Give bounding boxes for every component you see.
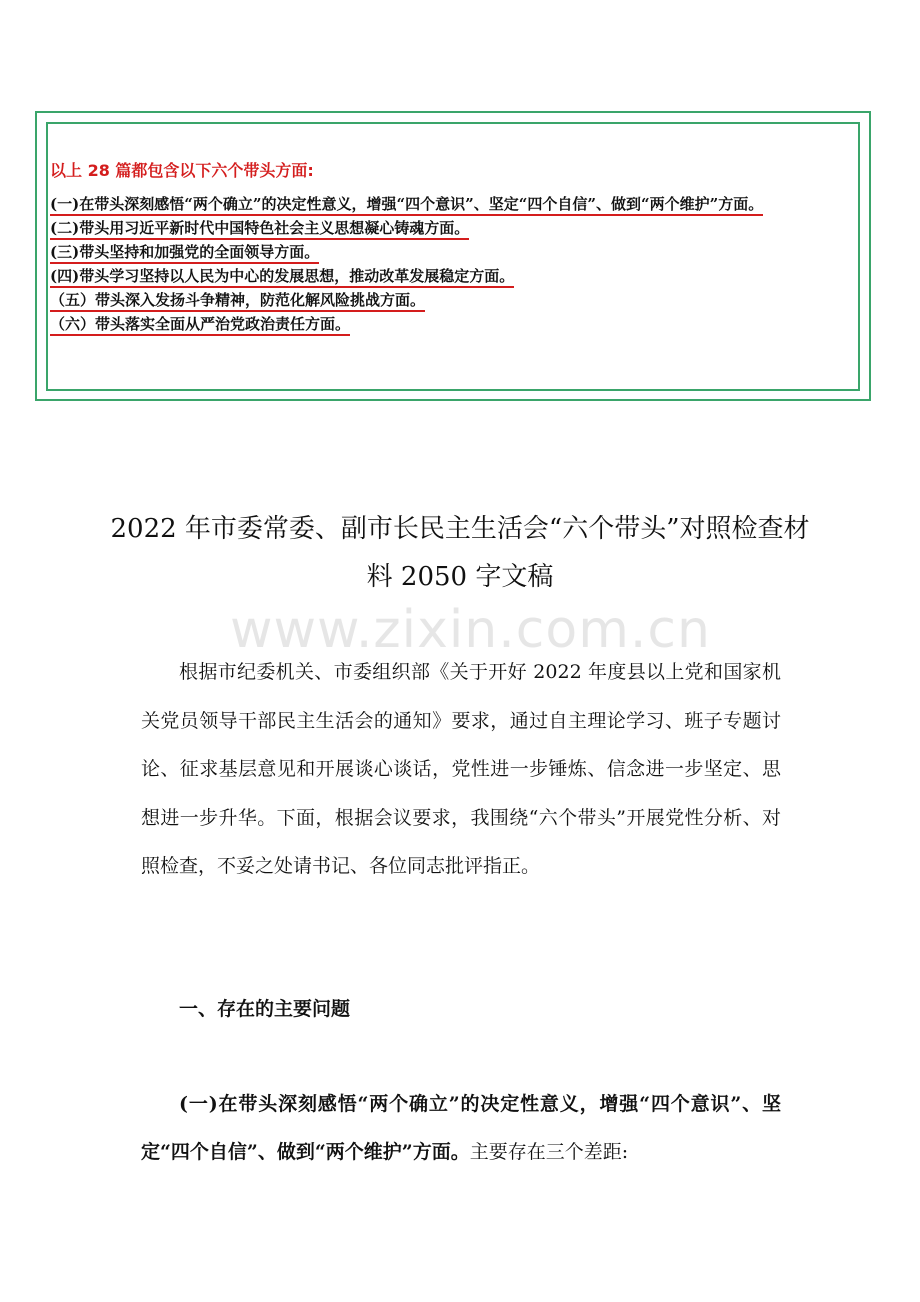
notice-item: [50, 240, 862, 264]
notice-heading: 以上 28 篇都包含以下六个带头方面:: [50, 161, 314, 180]
notice-item-text: (四)带头学习坚持以人民为中心的发展思想，推动改革发展稳定方面。: [50, 267, 514, 288]
notice-item-text: （六）带头落实全面从严治党政治责任方面。: [50, 315, 350, 336]
notice-item-text: (三)带头坚持和加强党的全面领导方面。: [50, 243, 319, 264]
section-paragraph-text: 主要存在三个差距:: [469, 1141, 629, 1163]
notice-item: [50, 288, 862, 312]
notice-item: [50, 312, 862, 336]
intro-paragraph: 根据市纪委机关、市委组织部《关于开好 2022 年度县以上党和国家机关党员领导干部民主生活会的通知》要求，通过自主理论学习、班子专题讨论、征求基层意见和开展谈心谈话，党性进一步锤炼、信念进一步坚定、思想进一步升华。下面，根据会议要求，我围绕“六个带头”开展党性分析、对照检查，不妥之处请书记、各位同志批评指正。: [141, 661, 781, 877]
notice-item-text: (一)在带头深刻感悟“两个确立”的决定性意义，增强“四个意识”、坚定“四个自信”、做到“两个维护”方面。: [50, 195, 763, 216]
notice-box: [50, 160, 862, 336]
notice-item: [50, 216, 862, 240]
notice-item: [50, 264, 862, 288]
section-paragraph: [141, 1080, 781, 1176]
watermark: www.zixin.com.cn: [230, 600, 711, 660]
notice-item: [50, 192, 862, 216]
notice-item-text: (二)带头用习近平新时代中国特色社会主义思想凝心铸魂方面。: [50, 219, 469, 240]
document-title: 2022 年市委常委、副市长民主生活会“六个带头”对照检查材料 2050 字文稿: [110, 514, 810, 592]
section-subheading: (一)在带头深刻感悟“两个确立”的决定性意义，增强“四个意识”、坚定“四个自信”、做到“两个维护”方面。: [141, 1093, 781, 1163]
notice-item-text: （五）带头深入发扬斗争精神，防范化解风险挑战方面。: [50, 291, 425, 312]
section-heading: 一、存在的主要问题: [179, 998, 351, 1020]
